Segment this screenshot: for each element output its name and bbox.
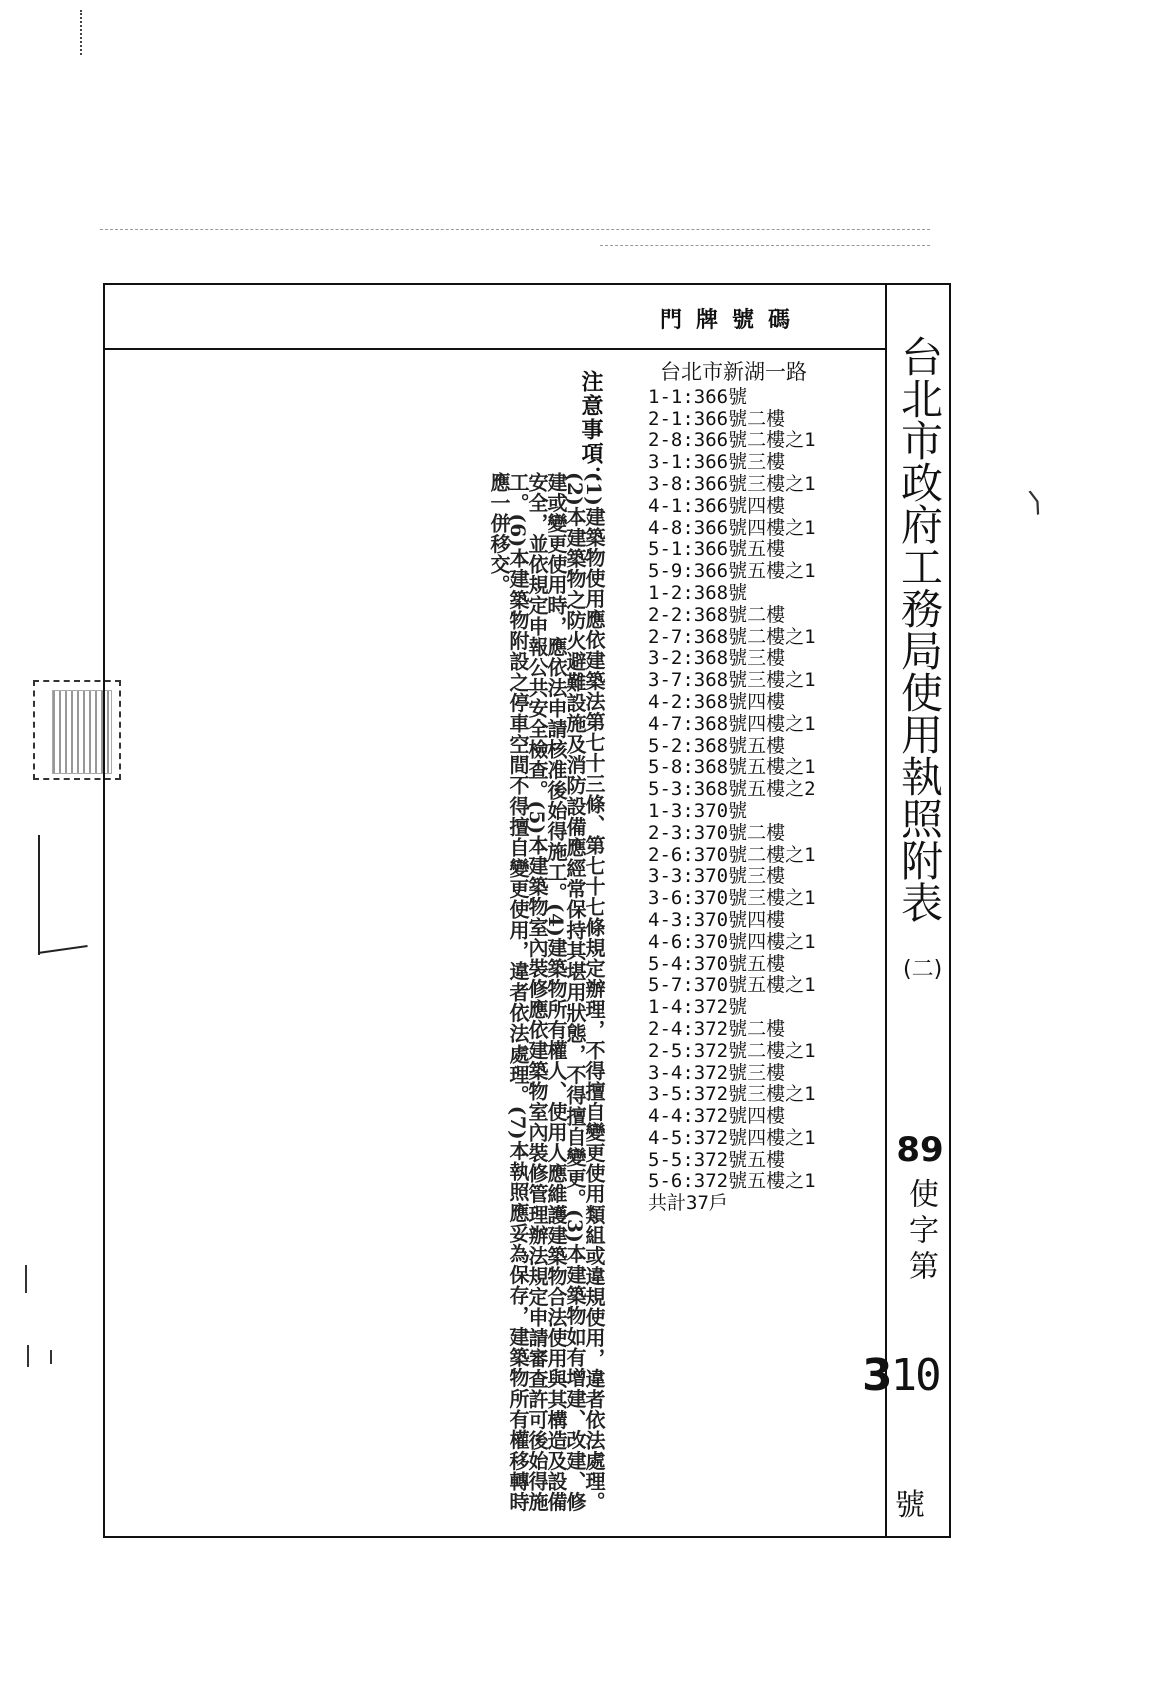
header-divider	[103, 348, 885, 350]
address-street: 台北市新湖一路	[660, 360, 807, 384]
address-item: 2-6:370號二樓之1	[648, 843, 816, 866]
address-item: 5-3:368號五樓之2	[648, 778, 816, 801]
notes-body: (1)建築物使用應依建築法第七十三條、第七十七條規定辦理，不得擅自變更使用類組或違規使用，違者依法處理。(2)本建築物之防火避難設施及消防設備應經常保持其堪用狀態，不得擅自變更。(3)本建築物如有增建、改建、修建或變更使用時，應依法申請核准後始得施工。(4)建築物所有權人、使用人應維護建築物合法使用與其構造及設備安全，並依規定申報公共安全檢查。(5)本建築物室內裝修應依建築物室內裝修管理辦法規定申請審查許可後始得施工。(6)本建築物附設之停車空間不得擅自變更使用，違者依法處理。(7)本執照應妥為保存，建築物所有權移轉時應一併移交。	[487, 472, 606, 1512]
address-item: 5-6:372號五樓之1	[648, 1170, 816, 1193]
address-item: 3-1:366號三樓	[648, 451, 786, 474]
address-item: 3-5:372號三樓之1	[648, 1083, 816, 1106]
margin-bracket	[38, 835, 80, 955]
document-title: 台北市政府工務局使用執照附表	[895, 335, 944, 923]
scan-edge-marks	[80, 10, 84, 55]
address-items	[648, 387, 876, 1193]
permit-kind: 使字第	[903, 1178, 938, 1286]
address-item: 4-7:368號四樓之1	[648, 712, 816, 735]
address-item: 5-7:370號五樓之1	[648, 974, 816, 997]
address-item: 5-1:366號五樓	[648, 538, 786, 561]
margin-check-mark: ⟩	[1024, 484, 1047, 519]
scan-line	[600, 245, 930, 246]
permit-number-first-digit: 3	[862, 1350, 891, 1401]
document-title-suffix: (二)	[903, 957, 943, 982]
address-item: 2-7:368號二樓之1	[648, 625, 816, 648]
address-item: 1-4:372號	[648, 996, 748, 1019]
margin-tick	[50, 1350, 52, 1364]
permit-year: 89	[896, 1130, 944, 1170]
address-item: 4-8:366號四樓之1	[648, 516, 816, 539]
address-item: 4-2:368號四樓	[648, 690, 786, 713]
address-item: 3-6:370號三樓之1	[648, 887, 816, 910]
address-item: 4-6:370號四樓之1	[648, 930, 816, 953]
house-number-header: 門牌號碼	[660, 308, 805, 333]
address-item: 2-4:372號二樓	[648, 1017, 786, 1040]
address-item: 4-1:366號四樓	[648, 494, 786, 517]
address-item: 2-8:366號二樓之1	[648, 429, 816, 452]
permit-suffix: 號	[895, 1488, 925, 1523]
margin-tick	[27, 1345, 29, 1367]
address-item: 3-8:366號三樓之1	[648, 472, 816, 495]
address-item: 4-4:372號四樓	[648, 1105, 786, 1128]
address-item: 1-3:370號	[648, 799, 748, 822]
address-item: 3-3:370號三樓	[648, 865, 786, 888]
address-item: 5-2:368號五樓	[648, 734, 786, 757]
address-item: 5-5:372號五樓	[648, 1148, 786, 1171]
permit-number-rest: 10	[890, 1350, 940, 1401]
address-item: 4-5:372號四樓之1	[648, 1126, 816, 1149]
margin-tick	[25, 1265, 27, 1293]
address-total: 共計37戶	[648, 1192, 728, 1215]
scan-line	[100, 229, 930, 230]
address-item: 1-1:366號	[648, 385, 748, 408]
permit-number	[862, 1350, 962, 1401]
address-item: 2-5:372號二樓之1	[648, 1039, 816, 1062]
address-item: 3-7:368號三樓之1	[648, 669, 816, 692]
address-item: 5-8:368號五樓之1	[648, 756, 816, 779]
address-item: 2-3:370號二樓	[648, 821, 786, 844]
notes-heading: 注意事項：	[578, 370, 604, 490]
address-item: 2-1:366號二樓	[648, 407, 786, 430]
address-item: 5-4:370號五樓	[648, 952, 786, 975]
address-list	[648, 362, 876, 1215]
address-item: 3-2:368號三樓	[648, 647, 786, 670]
address-item: 5-9:366號五樓之1	[648, 560, 816, 583]
address-item: 1-2:368號	[648, 581, 748, 604]
address-item: 4-3:370號四樓	[648, 908, 786, 931]
address-item: 2-2:368號二樓	[648, 603, 786, 626]
address-item: 3-4:372號三樓	[648, 1061, 786, 1084]
